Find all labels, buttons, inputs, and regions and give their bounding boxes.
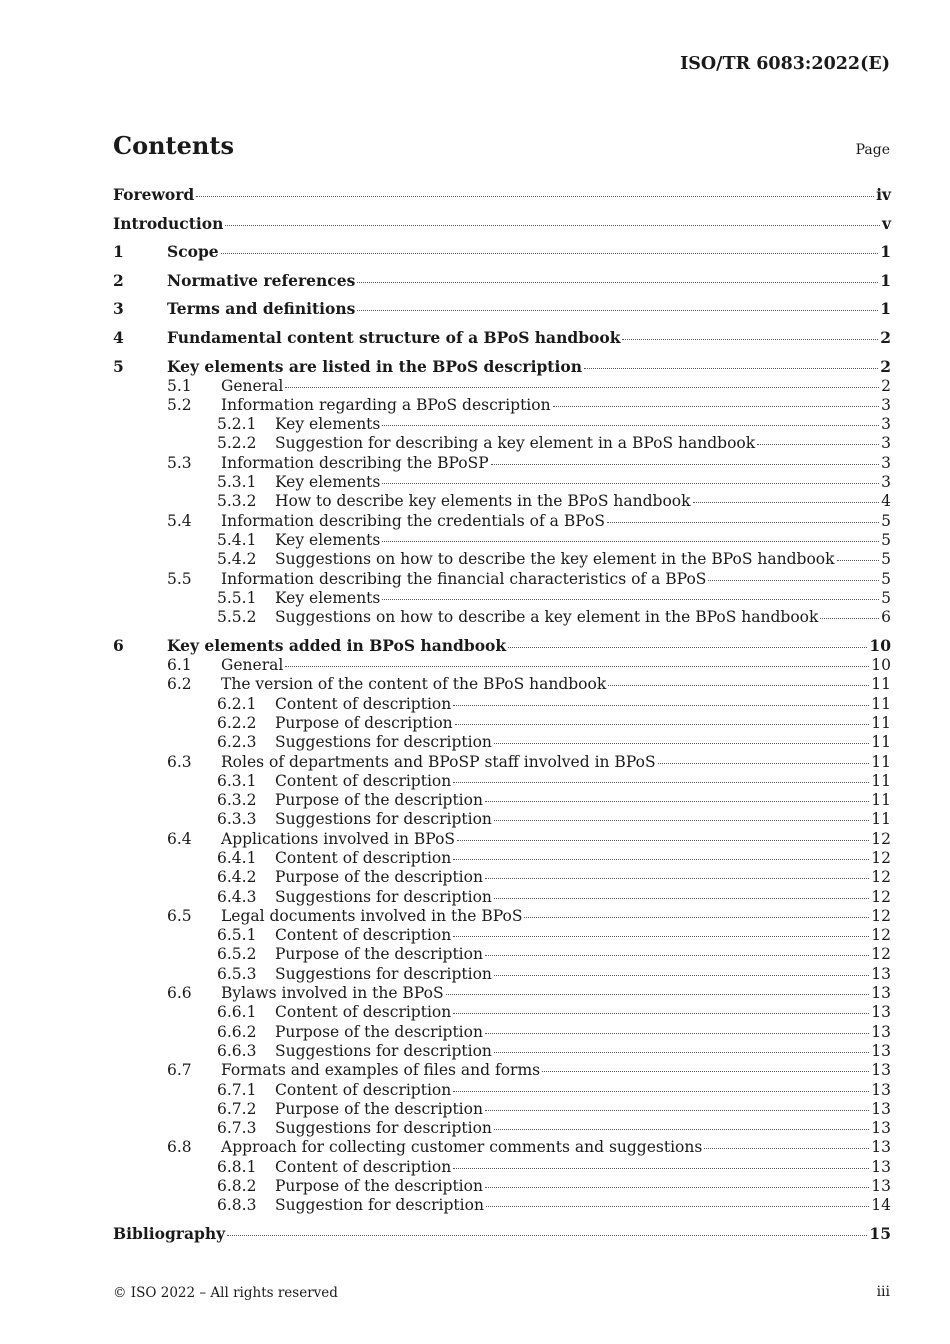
toc-entry-page: 11 — [871, 791, 891, 810]
toc-dot-leader — [542, 1070, 869, 1072]
toc-entry-title: Approach for collecting customer comments and suggestions — [221, 1138, 703, 1157]
toc-entry-title: Fundamental content structure of a BPoS handbook — [167, 327, 621, 347]
toc-entry[interactable] — [113, 1119, 891, 1138]
toc-dot-leader — [446, 993, 870, 995]
toc-entry[interactable] — [113, 675, 891, 694]
toc-entry[interactable] — [113, 753, 891, 772]
toc-entry[interactable] — [113, 1224, 891, 1244]
toc-entry-page: 11 — [871, 771, 891, 790]
toc-entry[interactable] — [113, 791, 891, 810]
toc-dot-leader — [382, 598, 879, 600]
toc-entry-title: Suggestions for description — [275, 887, 492, 906]
toc-entry-page: 11 — [871, 810, 891, 829]
toc-dot-leader — [485, 1032, 869, 1034]
page-title: Contents — [113, 131, 234, 160]
toc-dot-leader — [491, 463, 879, 465]
toc-entry-page: 10 — [871, 656, 891, 675]
toc-entry-title: Foreword — [113, 185, 195, 204]
document-id: ISO/TR 6083:2022(E) — [680, 54, 890, 74]
toc-dot-leader — [357, 309, 878, 311]
toc-dot-leader — [693, 501, 880, 503]
toc-dot-leader — [494, 974, 869, 976]
toc-entry-page: 13 — [871, 1080, 891, 1099]
toc-entry-title: Suggestions for description — [275, 964, 492, 983]
toc-entry[interactable] — [113, 271, 891, 291]
toc-entry-number: 6.2.2 — [217, 713, 257, 732]
toc-entry-page: 12 — [871, 887, 891, 906]
toc-dot-leader — [453, 781, 869, 783]
toc-entry-number: 6.3 — [167, 752, 192, 771]
toc-entry-page: 13 — [871, 1119, 891, 1138]
toc-entry-number: 6.6.3 — [217, 1041, 257, 1060]
toc-entry[interactable] — [113, 415, 891, 434]
toc-entry-page: 11 — [871, 733, 891, 752]
toc-entry-number: 6.7.3 — [217, 1119, 257, 1138]
toc-entry[interactable] — [113, 396, 891, 415]
toc-entry-title: The version of the content of the BPoS handbook — [221, 675, 607, 694]
toc-entry-title: Purpose of the description — [275, 1177, 483, 1196]
toc-entry-page: 5 — [881, 511, 891, 530]
toc-dot-leader — [494, 819, 869, 821]
footer-page-number: iii — [876, 1284, 890, 1300]
toc-dot-leader — [494, 742, 869, 744]
footer-copyright: © ISO 2022 – All rights reserved — [113, 1285, 338, 1301]
toc-entry-page: 1 — [880, 242, 891, 262]
toc-entry[interactable] — [113, 531, 891, 550]
toc-entry-title: Purpose of description — [275, 713, 453, 732]
toc-entry-title: Key elements — [275, 588, 381, 607]
toc-entry-page: 12 — [871, 868, 891, 887]
toc-entry-title: Suggestion for describing a key element in a BPoS handbook — [275, 434, 756, 453]
toc-entry-page: 10 — [869, 636, 891, 656]
toc-entry-number: 5.4.1 — [217, 530, 257, 549]
toc-entry[interactable] — [113, 1158, 891, 1177]
toc-entry-title: Key elements are listed in the BPoS description — [167, 356, 582, 376]
toc-entry-number: 6.3.2 — [217, 791, 257, 810]
toc-entry-number: 6.5.3 — [217, 964, 257, 983]
toc-entry-number: 5.2.1 — [217, 415, 257, 434]
toc-dot-leader — [820, 617, 879, 619]
toc-entry-page: v — [881, 213, 891, 233]
toc-entry-title: General — [221, 376, 284, 395]
toc-entry-page: 5 — [881, 550, 891, 569]
toc-dot-leader — [524, 916, 869, 918]
toc-entry[interactable] — [113, 714, 891, 733]
toc-entry[interactable] — [113, 589, 891, 608]
toc-dot-leader — [285, 386, 879, 388]
toc-entry-page: 13 — [871, 1061, 891, 1080]
toc-dot-leader — [608, 684, 869, 686]
toc-dot-leader — [453, 858, 869, 860]
table-of-contents — [113, 185, 891, 1244]
toc-dot-leader — [658, 762, 870, 764]
toc-entry[interactable] — [113, 830, 891, 849]
toc-dot-leader — [494, 1051, 869, 1053]
toc-entry-page: 14 — [871, 1196, 891, 1215]
toc-entry[interactable] — [113, 570, 891, 589]
toc-entry-page: 3 — [881, 473, 891, 492]
toc-entry[interactable] — [113, 1061, 891, 1080]
toc-entry-number: 5.5.1 — [217, 588, 257, 607]
toc-entry-page: 13 — [871, 1099, 891, 1118]
toc-entry-page: 6 — [881, 608, 891, 627]
toc-entry-number: 6.8 — [167, 1138, 192, 1157]
toc-entry-page: 15 — [869, 1224, 891, 1244]
toc-dot-leader — [485, 877, 869, 879]
toc-entry-number: 5 — [113, 356, 124, 376]
toc-entry-title: Terms and definitions — [167, 299, 356, 319]
toc-entry-number: 6.3.1 — [217, 771, 257, 790]
toc-entry-title: How to describe key elements in the BPoS handbook — [275, 492, 691, 511]
toc-entry-title: Purpose of the description — [275, 1022, 483, 1041]
toc-dot-leader — [622, 338, 878, 340]
toc-entry-number: 5.1 — [167, 376, 192, 395]
toc-entry[interactable] — [113, 965, 891, 984]
toc-dot-leader — [757, 443, 879, 445]
toc-entry[interactable] — [113, 1042, 891, 1061]
toc-entry-title: Roles of departments and BPoSP staff involved in BPoS — [221, 752, 656, 771]
toc-entry-title: Scope — [167, 242, 219, 262]
toc-entry-title: Content of description — [275, 1003, 452, 1022]
toc-entry-title: Formats and examples of files and forms — [221, 1061, 541, 1080]
toc-dot-leader — [453, 1012, 869, 1014]
toc-entry-number: 6.8.3 — [217, 1196, 257, 1215]
toc-entry[interactable] — [113, 733, 891, 752]
toc-dot-leader — [494, 897, 869, 899]
toc-entry-title: Information describing the credentials of a BPoS — [221, 511, 605, 530]
toc-entry-title: Key elements — [275, 473, 381, 492]
toc-entry-page: 12 — [871, 926, 891, 945]
toc-entry-number: 5.2.2 — [217, 434, 257, 453]
toc-entry[interactable] — [113, 377, 891, 396]
toc-entry-number: 6.6.2 — [217, 1022, 257, 1041]
toc-dot-leader — [508, 646, 867, 648]
toc-entry-title: Content of description — [275, 771, 452, 790]
toc-entry[interactable] — [113, 1081, 891, 1100]
toc-entry[interactable] — [113, 868, 891, 887]
toc-entry[interactable] — [113, 550, 891, 569]
toc-entry-page: 13 — [871, 1041, 891, 1060]
toc-entry[interactable] — [113, 907, 891, 926]
toc-entry-page: 3 — [881, 415, 891, 434]
toc-entry-page: 5 — [881, 569, 891, 588]
toc-entry-title: Legal documents involved in the BPoS — [221, 906, 523, 925]
toc-entry-page: 13 — [871, 1157, 891, 1176]
toc-entry-title: Introduction — [113, 213, 224, 233]
toc-entry-number: 6.1 — [167, 656, 192, 675]
toc-dot-leader — [494, 1128, 869, 1130]
toc-entry-number: 5.3 — [167, 453, 192, 472]
toc-entry-number: 6.8.2 — [217, 1177, 257, 1196]
toc-entry-page: 1 — [880, 270, 891, 290]
toc-entry-page: 5 — [881, 530, 891, 549]
toc-entry-title: Content of description — [275, 1157, 452, 1176]
toc-entry-title: Suggestion for description — [275, 1196, 484, 1215]
toc-entry[interactable] — [113, 636, 891, 656]
toc-entry[interactable] — [113, 492, 891, 511]
toc-entry[interactable] — [113, 772, 891, 791]
toc-dot-leader — [455, 723, 870, 725]
toc-entry[interactable] — [113, 1196, 891, 1215]
toc-dot-leader — [225, 224, 880, 226]
toc-entry-number: 6.3.3 — [217, 810, 257, 829]
toc-entry-page: 12 — [871, 906, 891, 925]
toc-entry[interactable] — [113, 357, 891, 377]
toc-dot-leader — [453, 935, 869, 937]
toc-entry-number: 6.7.1 — [217, 1080, 257, 1099]
toc-entry[interactable] — [113, 1177, 891, 1196]
toc-dot-leader — [837, 559, 880, 561]
toc-dot-leader — [485, 1186, 869, 1188]
toc-entry-page: 11 — [871, 752, 891, 771]
toc-entry-number: 1 — [113, 242, 124, 262]
page-column-label: Page — [855, 142, 890, 158]
toc-entry[interactable] — [113, 1003, 891, 1022]
toc-entry-number: 5.3.1 — [217, 473, 257, 492]
toc-entry[interactable] — [113, 1023, 891, 1042]
toc-entry-page: 3 — [881, 434, 891, 453]
toc-entry-title: Content of description — [275, 1080, 452, 1099]
toc-dot-leader — [457, 839, 869, 841]
toc-entry[interactable] — [113, 1100, 891, 1119]
toc-entry-number: 6.7 — [167, 1061, 192, 1080]
toc-entry-title: Purpose of the description — [275, 1099, 483, 1118]
toc-entry[interactable] — [113, 214, 891, 234]
toc-dot-leader — [285, 665, 869, 667]
toc-dot-leader — [453, 1167, 869, 1169]
toc-entry-title: General — [221, 656, 284, 675]
toc-entry[interactable] — [113, 849, 891, 868]
toc-entry-number: 4 — [113, 327, 124, 347]
toc-entry-number: 6.4.3 — [217, 887, 257, 906]
toc-entry-title: Information describing the BPoSP — [221, 453, 489, 472]
toc-entry-number: 5.5.2 — [217, 608, 257, 627]
toc-entry-page: 2 — [880, 356, 891, 376]
toc-dot-leader — [708, 579, 879, 581]
toc-entry[interactable] — [113, 512, 891, 531]
toc-entry[interactable] — [113, 888, 891, 907]
toc-entry-page: 1 — [880, 299, 891, 319]
toc-dot-leader — [382, 424, 879, 426]
toc-entry[interactable] — [113, 242, 891, 262]
toc-dot-leader — [453, 1090, 869, 1092]
toc-entry-title: Suggestions for description — [275, 733, 492, 752]
toc-dot-leader — [584, 367, 878, 369]
toc-entry-number: 6 — [113, 636, 124, 656]
toc-entry-title: Suggestions on how to describe the key element in the BPoS handbook — [275, 550, 835, 569]
toc-dot-leader — [485, 800, 869, 802]
toc-entry[interactable] — [113, 328, 891, 348]
toc-entry-number: 3 — [113, 299, 124, 319]
toc-entry-number: 6.2 — [167, 675, 192, 694]
toc-entry-page: 5 — [881, 588, 891, 607]
toc-entry-page: 3 — [881, 453, 891, 472]
toc-entry-page: 12 — [871, 848, 891, 867]
toc-entry-number: 5.5 — [167, 569, 192, 588]
toc-dot-leader — [453, 704, 869, 706]
toc-dot-leader — [553, 405, 880, 407]
toc-entry-page: 13 — [871, 1022, 891, 1041]
toc-dot-leader — [704, 1147, 869, 1149]
toc-entry-number: 6.4.1 — [217, 848, 257, 867]
toc-entry[interactable] — [113, 984, 891, 1003]
toc-entry-title: Purpose of the description — [275, 945, 483, 964]
toc-entry-number: 5.2 — [167, 395, 192, 414]
toc-entry-title: Purpose of the description — [275, 791, 483, 810]
toc-entry[interactable] — [113, 945, 891, 964]
toc-entry-title: Suggestions for description — [275, 1041, 492, 1060]
toc-entry-page: 11 — [871, 713, 891, 732]
toc-dot-leader — [221, 252, 879, 254]
toc-entry-title: Information regarding a BPoS description — [221, 395, 551, 414]
toc-entry-number: 6.6.1 — [217, 1003, 257, 1022]
toc-entry-number: 6.6 — [167, 984, 192, 1003]
toc-entry-title: Key elements added in BPoS handbook — [167, 636, 507, 656]
toc-entry-title: Key elements — [275, 415, 381, 434]
toc-entry[interactable] — [113, 473, 891, 492]
toc-entry[interactable] — [113, 454, 891, 473]
toc-entry-number: 6.4.2 — [217, 868, 257, 887]
toc-entry-page: 12 — [871, 945, 891, 964]
toc-entry[interactable] — [113, 608, 891, 627]
toc-entry-page: 13 — [871, 1177, 891, 1196]
toc-entry[interactable] — [113, 299, 891, 319]
toc-entry-page: 11 — [871, 675, 891, 694]
toc-entry-page: 13 — [871, 1138, 891, 1157]
toc-entry[interactable] — [113, 810, 891, 829]
toc-entry-title: Suggestions for description — [275, 810, 492, 829]
toc-entry-number: 6.4 — [167, 829, 192, 848]
toc-entry-page: iv — [876, 185, 891, 204]
toc-dot-leader — [607, 521, 879, 523]
toc-entry-title: Information describing the financial characteristics of a BPoS — [221, 569, 707, 588]
toc-entry-page: 13 — [871, 964, 891, 983]
toc-entry-page: 12 — [871, 829, 891, 848]
toc-entry-title: Suggestions on how to describe a key element in the BPoS handbook — [275, 608, 819, 627]
toc-entry-number: 5.4.2 — [217, 550, 257, 569]
toc-entry-title: Content of description — [275, 848, 452, 867]
toc-entry-number: 6.7.2 — [217, 1099, 257, 1118]
toc-entry-number: 6.2.3 — [217, 733, 257, 752]
toc-entry[interactable] — [113, 695, 891, 714]
toc-entry-number: 6.5 — [167, 906, 192, 925]
toc-entry-number: 6.2.1 — [217, 694, 257, 713]
toc-entry-page: 11 — [871, 694, 891, 713]
toc-dot-leader — [357, 281, 878, 283]
toc-dot-leader — [227, 1234, 867, 1236]
toc-dot-leader — [485, 1109, 869, 1111]
toc-entry-page: 13 — [871, 984, 891, 1003]
toc-entry-title: Content of description — [275, 694, 452, 713]
toc-dot-leader — [486, 1205, 869, 1207]
toc-entry-title: Bylaws involved in the BPoS — [221, 984, 444, 1003]
toc-entry-title: Purpose of the description — [275, 868, 483, 887]
toc-entry-page: 13 — [871, 1003, 891, 1022]
toc-entry-number: 5.4 — [167, 511, 192, 530]
toc-dot-leader — [382, 482, 879, 484]
toc-entry-title: Key elements — [275, 530, 381, 549]
toc-entry[interactable] — [113, 656, 891, 675]
toc-entry-page: 2 — [881, 376, 891, 395]
toc-dot-leader — [196, 195, 874, 197]
toc-dot-leader — [382, 540, 879, 542]
toc-entry-title: Applications involved in BPoS — [221, 829, 456, 848]
toc-entry-number: 2 — [113, 270, 124, 290]
toc-entry-number: 6.5.2 — [217, 945, 257, 964]
toc-entry[interactable] — [113, 1138, 891, 1157]
toc-entry-title: Suggestions for description — [275, 1119, 492, 1138]
toc-entry-title: Content of description — [275, 926, 452, 945]
toc-entry-number: 5.3.2 — [217, 492, 257, 511]
toc-entry-page: 3 — [881, 395, 891, 414]
toc-entry[interactable] — [113, 926, 891, 945]
toc-entry[interactable] — [113, 185, 891, 205]
toc-dot-leader — [485, 954, 869, 956]
toc-entry-title: Bibliography — [113, 1224, 226, 1244]
toc-entry[interactable] — [113, 434, 891, 453]
toc-entry-number: 6.5.1 — [217, 926, 257, 945]
toc-entry-number: 6.8.1 — [217, 1157, 257, 1176]
toc-entry-title: Normative references — [167, 270, 356, 290]
toc-entry-page: 2 — [880, 327, 891, 347]
toc-entry-page: 4 — [881, 492, 891, 511]
